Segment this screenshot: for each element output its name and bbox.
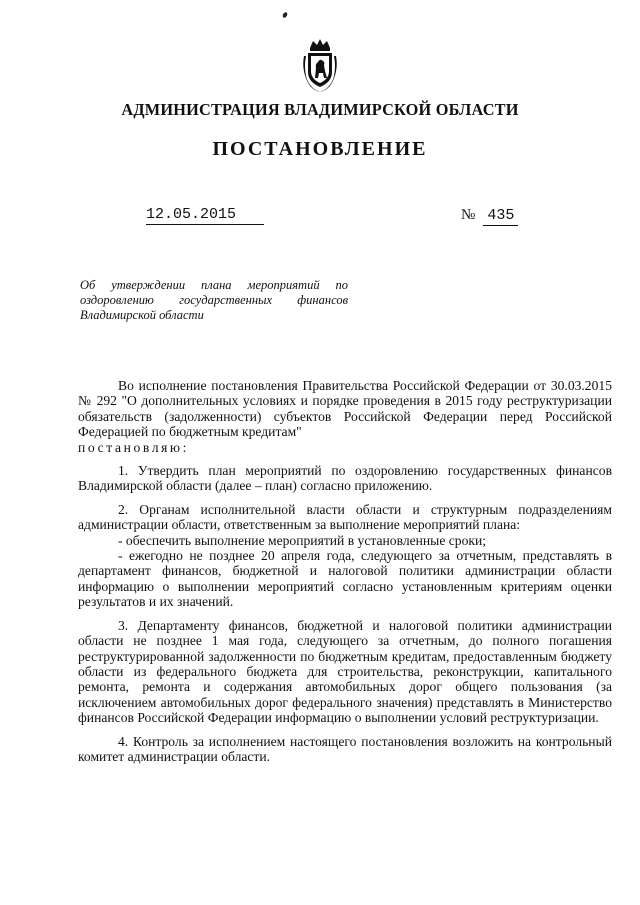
document-number: 435: [483, 207, 518, 226]
coat-of-arms-icon: [298, 38, 342, 94]
item-4-paragraph: 4. Контроль за исполнением настоящего постановления возложить на контрольный комитет администрации области.: [78, 733, 612, 764]
subject-line: оздоровлению государственных финансов: [80, 293, 348, 307]
preamble-paragraph: Во исполнение постановления Правительства Российской Федерации от 30.03.2015 № 292 "О дополнительных условиях и порядке проведения в 2015 году реструктуризации обязательств (задолженности) субъектов Российской Федерации перед Российской Федерацией по бюджетным кредитам": [78, 378, 612, 440]
document-subject: [80, 278, 348, 323]
document-date: 12.05.2015: [146, 206, 264, 225]
ink-mark: [282, 11, 288, 18]
item-1-paragraph: 1. Утвердить план мероприятий по оздоровлению государственных финансов Владимирской области (далее – план) согласно приложению.: [78, 463, 612, 494]
item-3-paragraph: 3. Департаменту финансов, бюджетной и налоговой политики администрации области не позднее 1 мая года, следующего за отчетным, до полного погашения реструктурированной задолженности по бюджетным кредитам, предоставленным бюджету области из федерального бюджета для строительства, реконструкции, капитального ремонта, ремонта и содержания автомобильных дорог общего пользования (за исключением автомобильных дорог федерального значения) представлять в Министерство финансов Российской Федерации информацию о выполнении условий реструктуризации.: [78, 617, 612, 726]
organization-title: АДМИНИСТРАЦИЯ ВЛАДИМИРСКОЙ ОБЛАСТИ: [121, 100, 519, 119]
decree-word: постановляю:: [78, 439, 190, 455]
item-2-subitem-a: - обеспечить выполнение мероприятий в установленные сроки;: [118, 532, 487, 548]
document-type-title: ПОСТАНОВЛЕНИЕ: [212, 138, 428, 160]
item-2-paragraph: 2. Органам исполнительной власти области и структурным подразделениям администрации области, ответственным за выполнение мероприятий плана:: [78, 501, 612, 533]
item-2-subitem-b: - ежегодно не позднее 20 апреля года, следующего за отчетным, представлять в департамент финансов, бюджетной и налоговой политики администрации области информацию о выполнении мероприятий согласно установленным критериям оценки результатов и их значений.: [78, 548, 612, 610]
subject-line: Об утверждении плана мероприятий по: [80, 278, 348, 292]
document-number-block: [461, 206, 518, 226]
subject-line: Владимирской области: [80, 308, 204, 322]
document-body: [78, 378, 612, 764]
number-sign: №: [461, 207, 476, 223]
